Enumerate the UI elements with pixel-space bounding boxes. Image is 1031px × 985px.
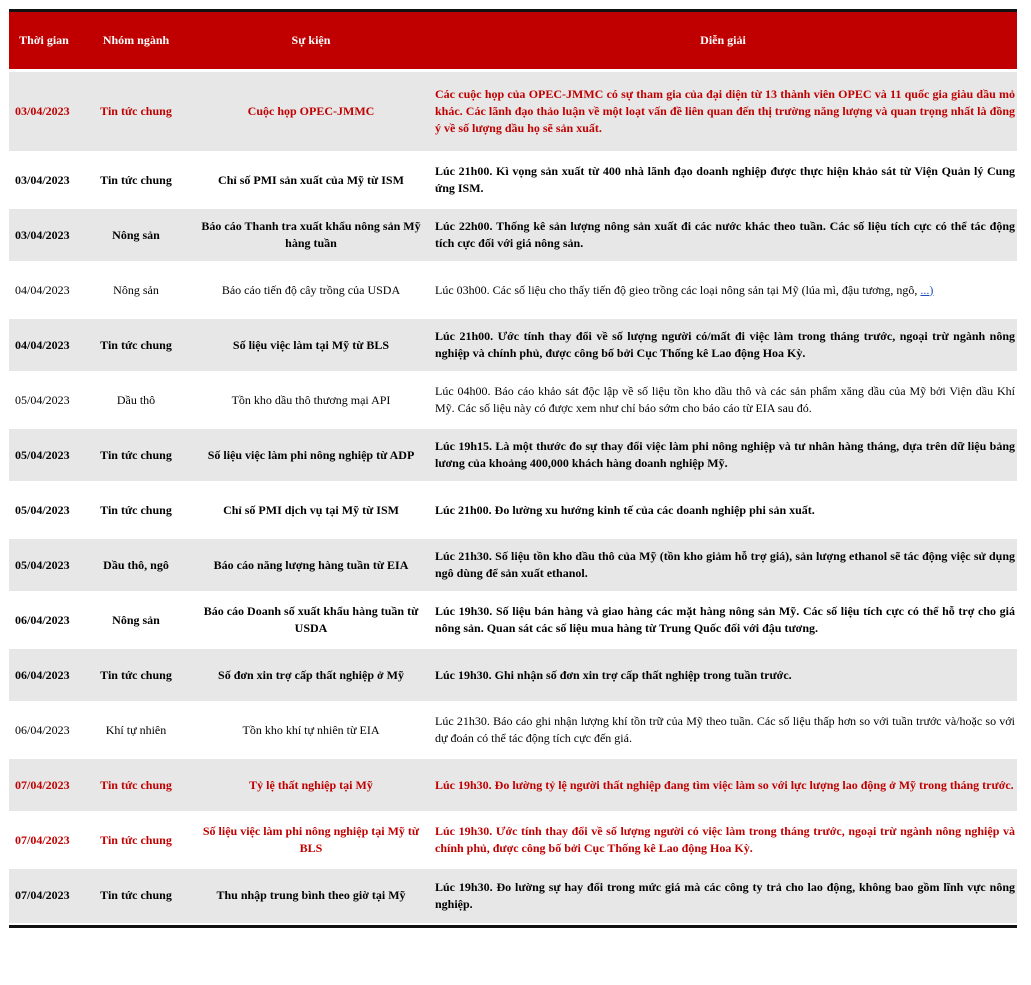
table-row (9, 263, 1017, 318)
event-date: 05/04/2023 (15, 502, 70, 517)
event-group: Tin tức chung (79, 648, 193, 703)
description-text: Lúc 21h30. Báo cáo ghi nhận lượng khí tồn trữ của Mỹ theo tuần. Các số liệu thấp hơn so với tuần trước và/hoặc so với dự đoán có thể tác động tích cực đến giá. (435, 714, 1015, 745)
description-text: Các cuộc họp của OPEC-JMMC có sự tham gia của đại diện từ 13 thành viên OPEC và 11 quốc gia giàu dầu mỏ khác. Các lãnh đạo thảo luận về một loạt vấn đề liên quan đến thị trường năng lượng và quan trọng nhất là đồng ý về số lượng dầu họ sẽ sản xuất. (435, 87, 1015, 135)
event-date: 07/04/2023 (9, 868, 79, 923)
event-group: Dầu thô, ngô (79, 538, 193, 593)
event-date: 06/04/2023 (15, 612, 70, 627)
table-row (9, 758, 1017, 813)
table-row (9, 208, 1017, 263)
description-text: Lúc 04h00. Báo cáo khảo sát độc lập về số liệu tồn kho dầu thô và các sản phẩm xăng dầu của Mỹ bởi Viện dầu Khí Mỹ. Các số liệu này có được xem như chỉ báo sớm cho báo cáo từ EIA sau đó. (435, 384, 1015, 415)
description-text: Lúc 19h30. Đo lường tỷ lệ người thất nghiệp đang tìm việc làm so với lực lượng lao động ở Mỹ trong tháng trước. (435, 777, 1014, 792)
event-description (429, 593, 1017, 648)
description-text: Lúc 22h00. Thống kê sản lượng nông sản xuất đi các nước khác theo tuần. Các số liệu tích cực có thể tác động tích cực đối với giá nông sản. (435, 219, 1015, 250)
table-row (9, 318, 1017, 373)
economic-calendar (9, 9, 1029, 928)
table-row (9, 593, 1017, 648)
event-date: 06/04/2023 (15, 722, 70, 737)
event-description (429, 263, 1017, 318)
table-row (9, 71, 1017, 153)
event-description (429, 483, 1017, 538)
event-name: Tồn kho khí tự nhiên từ EIA (242, 722, 380, 737)
event-date: 04/04/2023 (15, 282, 70, 297)
event-name: Báo cáo năng lượng hàng tuần từ EIA (193, 538, 429, 593)
event-date: 03/04/2023 (9, 71, 79, 153)
description-text: Lúc 19h30. Ước tính thay đổi về số lượng người có việc làm trong tháng trước, ngoại trừ ngành nông nghiệp và chính phủ, được công bố bởi Cục Thống kê Lao động Hoa Kỳ. (435, 824, 1015, 855)
event-name: Tỷ lệ thất nghiệp tại Mỹ (193, 758, 429, 813)
description-text: Lúc 19h15. Là một thước đo sự thay đổi việc làm phi nông nghiệp và tư nhân hàng tháng, dựa trên dữ liệu bảng lương của khoảng 400,000 khách hàng doanh nghiệp Mỹ. (435, 439, 1015, 470)
event-name: Báo cáo tiến độ cây trồng của USDA (221, 282, 401, 297)
event-name: Số đơn xin trợ cấp thất nghiệp ở Mỹ (193, 648, 429, 703)
table-body (9, 71, 1017, 923)
event-group: Nông sản (112, 612, 160, 627)
event-date: 07/04/2023 (9, 758, 79, 813)
description-text: Lúc 19h30. Số liệu bán hàng và giao hàng các mặt hàng nông sản Mỹ. Các số liệu tích cực có thể hỗ trợ cho giá nông sản. Quan sát các số liệu mua hàng từ Trung Quốc đối với đậu tương. (435, 604, 1015, 635)
event-name: Chỉ số PMI sản xuất của Mỹ từ ISM (218, 172, 404, 187)
event-description (429, 318, 1017, 373)
event-description (429, 71, 1017, 153)
event-date: 03/04/2023 (9, 208, 79, 263)
event-group: Tin tức chung (100, 832, 172, 847)
event-group: Tin tức chung (79, 71, 193, 153)
table-row (9, 483, 1017, 538)
header-event: Sự kiện (193, 11, 429, 71)
event-name: Số liệu việc làm phi nông nghiệp tại Mỹ từ BLS (202, 824, 420, 855)
event-description (429, 428, 1017, 483)
event-group: Tin tức chung (79, 318, 193, 373)
event-group: Dầu thô (116, 392, 156, 407)
events-table (9, 9, 1017, 923)
event-name: Tồn kho dầu thô thương mại API (231, 392, 391, 407)
event-group: Tin tức chung (100, 172, 172, 187)
event-name: Chỉ số PMI dịch vụ tại Mỹ từ ISM (223, 502, 399, 517)
event-description (429, 648, 1017, 703)
event-group: Tin tức chung (79, 428, 193, 483)
description-text: Lúc 21h00. Ước tính thay đổi về số lượng người có/mất đi việc làm trong tháng trước, ngoại trừ ngành nông nghiệp và chính phủ, được công bố bởi Cục Thống kê Lao động Hoa Kỳ. (435, 329, 1015, 360)
event-description (429, 153, 1017, 208)
table-row (9, 428, 1017, 483)
description-text: Lúc 19h30. Đo lường sự hay đổi trong mức giá mà các công ty trả cho lao động, không bao gồm lĩnh vực nông nghiệp. (435, 879, 1015, 911)
event-name: Số liệu việc làm tại Mỹ từ BLS (193, 318, 429, 373)
event-description (429, 813, 1017, 868)
event-date: 07/04/2023 (15, 832, 70, 847)
event-name: Báo cáo Doanh số xuất khẩu hàng tuần từ USDA (203, 604, 419, 635)
event-group: Nông sản (79, 208, 193, 263)
event-description (429, 373, 1017, 428)
event-description (429, 538, 1017, 593)
event-date: 04/04/2023 (9, 318, 79, 373)
header-time: Thời gian (9, 11, 79, 71)
table-row (9, 373, 1017, 428)
event-name: Thu nhập trung bình theo giờ tại Mỹ (193, 868, 429, 923)
event-description (429, 758, 1017, 813)
event-date: 05/04/2023 (9, 428, 79, 483)
event-group: Tin tức chung (79, 868, 193, 923)
event-group: Tin tức chung (79, 758, 193, 813)
description-text: Lúc 21h30. Số liệu tồn kho dầu thô của Mỹ (tồn kho giảm hỗ trợ giá), sản lượng ethanol sẽ tác động việc sử dụng ngô dùng để sản xuất ethanol. (435, 549, 1015, 580)
table-row (9, 813, 1017, 868)
event-group: Nông sản (113, 282, 159, 297)
description-text: Lúc 19h30. Ghi nhận số đơn xin trợ cấp thất nghiệp trong tuần trước. (435, 667, 792, 682)
event-group: Tin tức chung (100, 502, 172, 517)
read-more-link[interactable]: ...) (920, 282, 934, 297)
table-row (9, 153, 1017, 208)
table-row (9, 868, 1017, 923)
event-name: Số liệu việc làm phi nông nghiệp từ ADP (193, 428, 429, 483)
event-description (429, 703, 1017, 758)
header-row (9, 11, 1017, 71)
description-text: Lúc 21h00. Đo lường xu hướng kinh tế của các doanh nghiệp phi sản xuất. (435, 502, 815, 517)
description-text: Lúc 03h00. Các số liệu cho thấy tiến độ gieo trồng các loại nông sản tại Mỹ (lúa mì, đậu tương, ngô, (435, 282, 921, 297)
bottom-rule (9, 925, 1017, 928)
event-date: 05/04/2023 (15, 392, 70, 407)
event-description (429, 208, 1017, 263)
event-name: Báo cáo Thanh tra xuất khẩu nông sản Mỹ hàng tuần (193, 208, 429, 263)
table-row (9, 538, 1017, 593)
event-date: 06/04/2023 (9, 648, 79, 703)
header-group: Nhóm ngành (79, 11, 193, 71)
event-description (429, 868, 1017, 923)
event-date: 05/04/2023 (9, 538, 79, 593)
header-description: Diễn giải (429, 11, 1017, 71)
table-row (9, 703, 1017, 758)
event-group: Khí tự nhiên (105, 722, 167, 737)
event-date: 03/04/2023 (15, 172, 70, 187)
description-text: Lúc 21h00. Kì vọng sản xuất từ 400 nhà lãnh đạo doanh nghiệp được thực hiện khảo sát từ Viện Quản lý Cung ứng ISM. (435, 164, 1015, 195)
event-name: Cuộc họp OPEC-JMMC (193, 71, 429, 153)
table-row (9, 648, 1017, 703)
